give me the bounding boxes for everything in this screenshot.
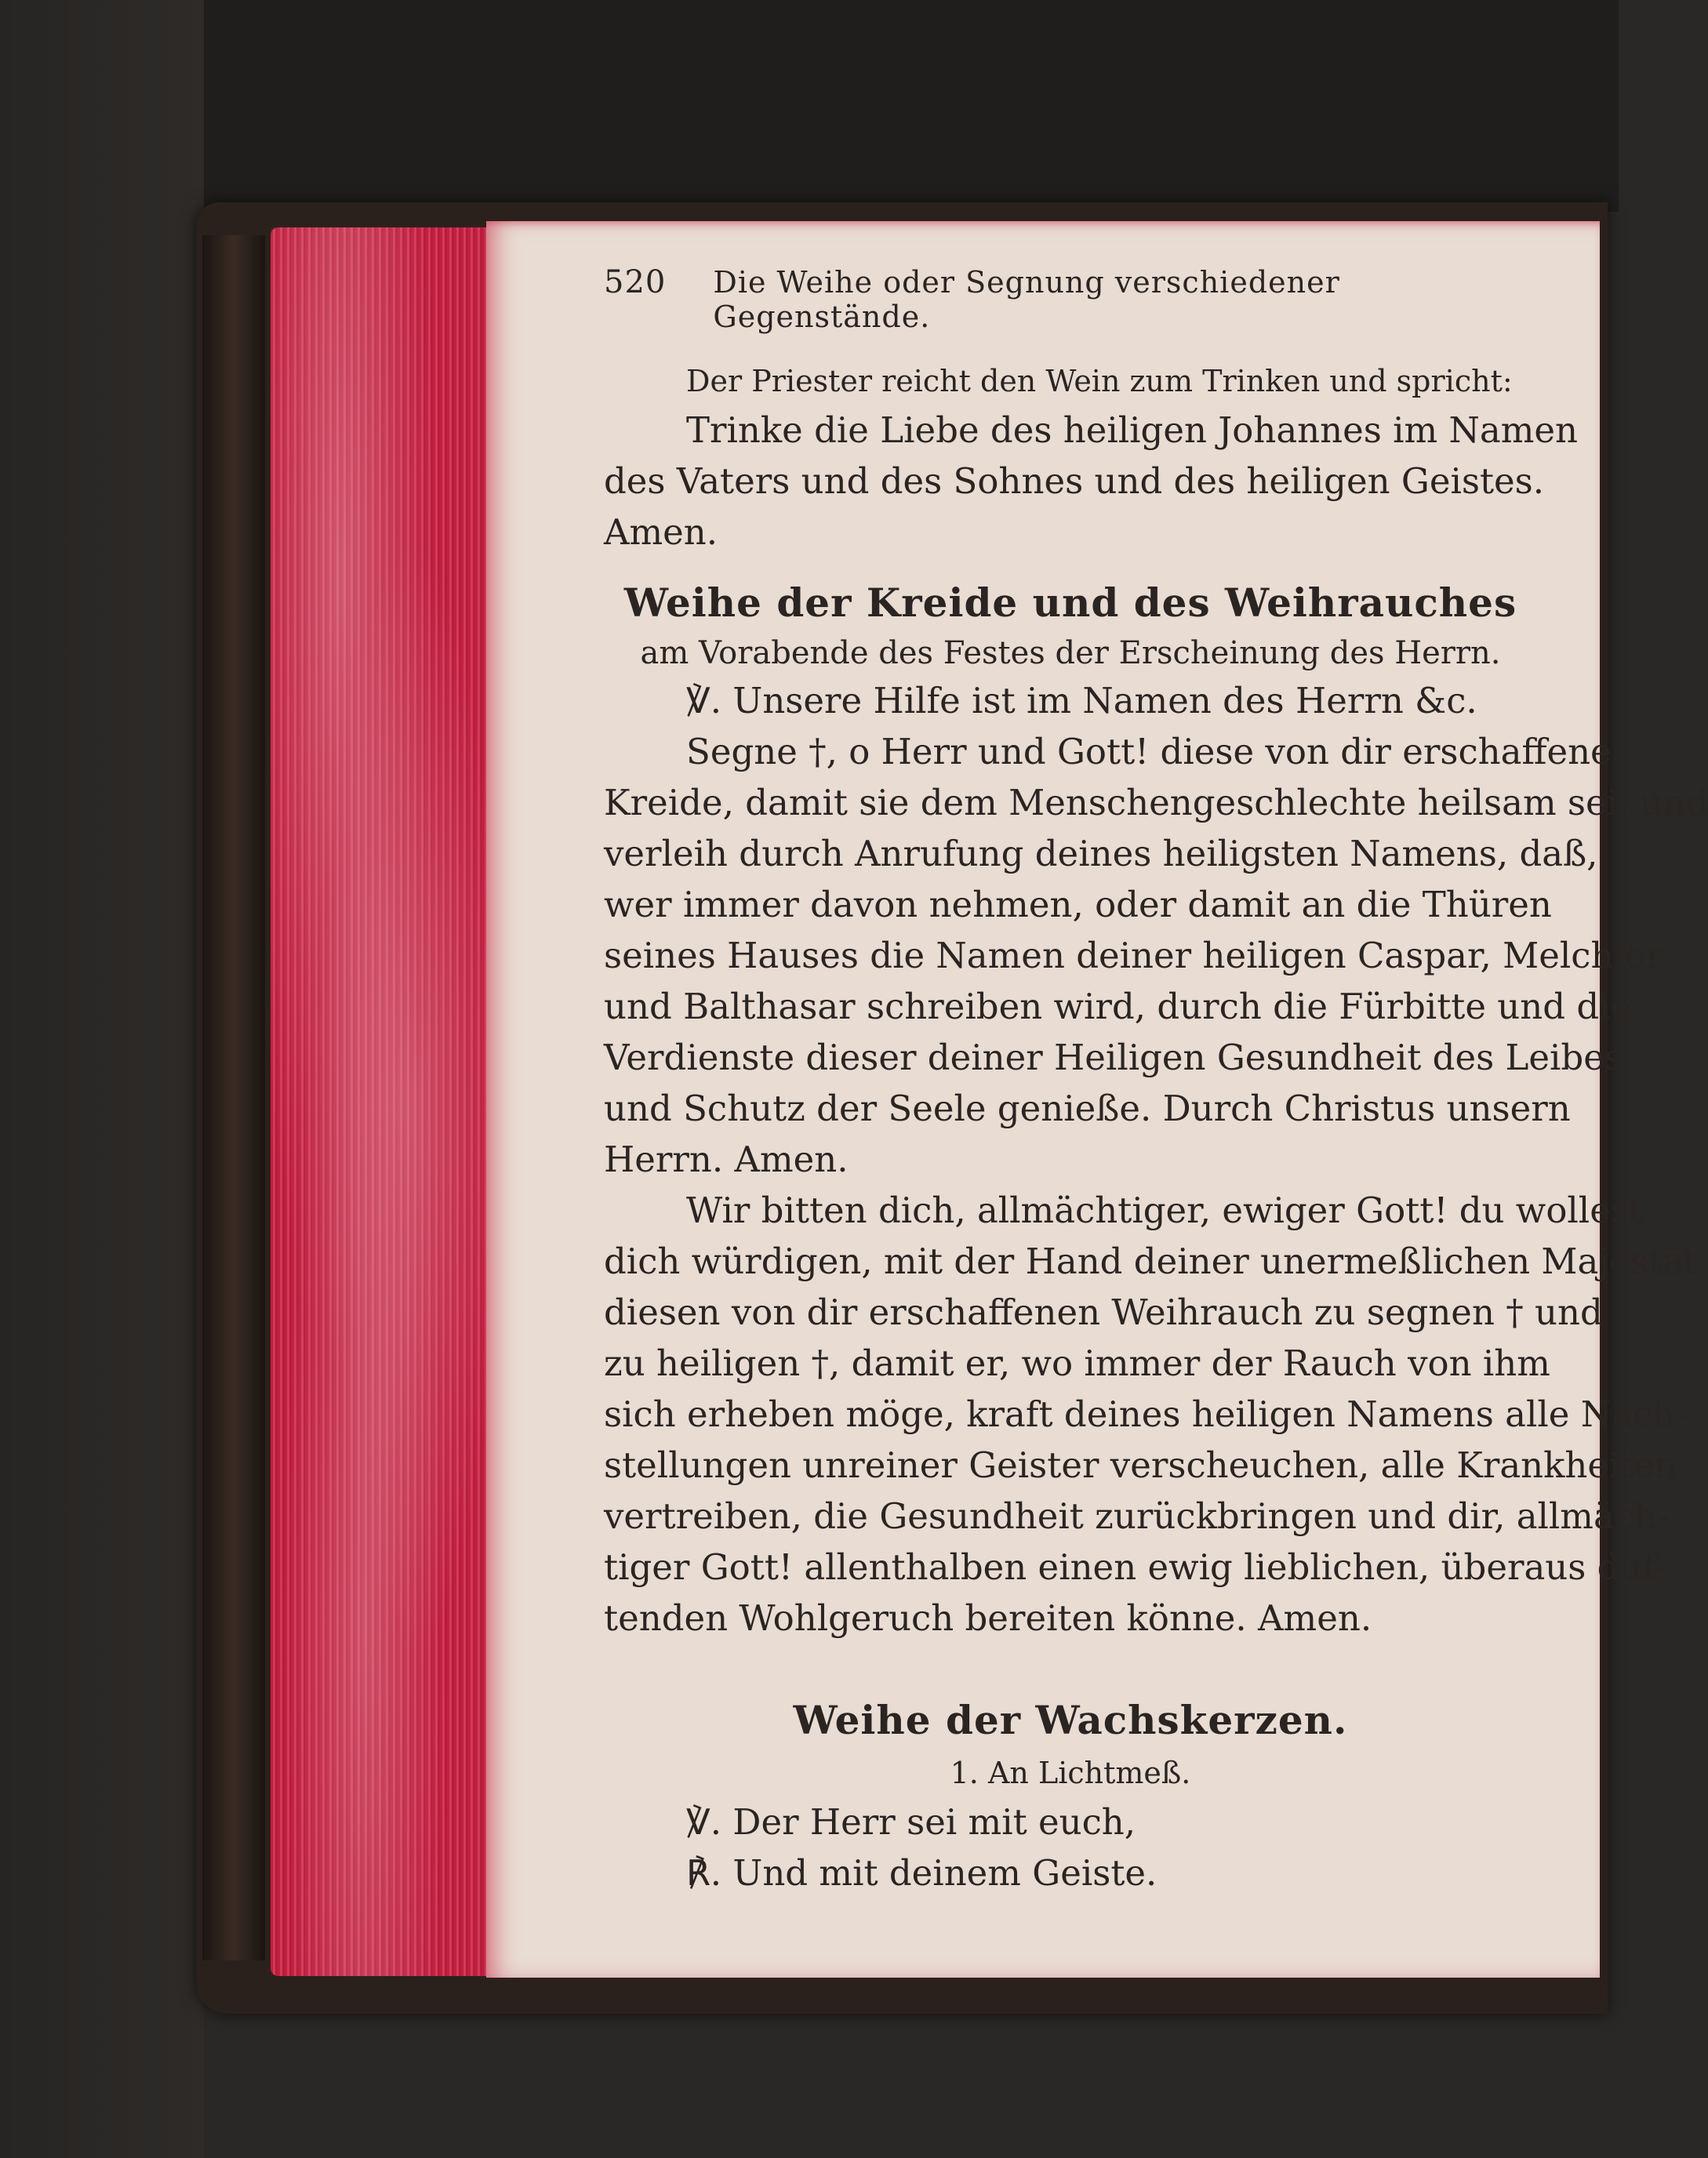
text-line: dich würdigen, mit der Hand deiner unermeßlichen Majestät (604, 1241, 1698, 1282)
running-header (604, 264, 1537, 334)
text-line: Kreide, damit sie dem Menschengeschlechte heilsam sei, und (604, 782, 1708, 823)
text-line: vertreiben, die Gesundheit zurückbringen und dir, allmäch- (604, 1495, 1670, 1537)
page-text (604, 264, 1708, 1898)
book-spine (202, 235, 265, 1960)
text-line: zu heiligen †, damit er, wo immer der Rauch von ihm (604, 1342, 1550, 1384)
red-page-edges (271, 227, 506, 1976)
text-line: wer immer davon nehmen, oder damit an die Thüren (604, 884, 1552, 925)
text-line: Amen. (604, 511, 718, 553)
text-line: des Vaters und des Sohnes und des heiligen Geistes. (604, 460, 1545, 502)
section-heading: Weihe der Wachskerzen. (793, 1697, 1348, 1743)
text-line: Verdienste dieser deiner Heiligen Gesundheit des Leibes (604, 1037, 1623, 1078)
book-page (486, 221, 1708, 1978)
background-left (0, 0, 204, 2158)
section-subheading: 1. An Lichtmeß. (950, 1756, 1191, 1790)
section-subheading: am Vorabende des Festes der Erscheinung des Herrn. (640, 635, 1501, 671)
running-title: Die Weihe oder Segnung verschiedener Gegenstände. (713, 265, 1340, 334)
text-line: sich erheben möge, kraft deines heiligen Namens alle Nach- (604, 1393, 1688, 1435)
text-line: und Balthasar schreiben wird, durch die Fürbitte und die (604, 986, 1632, 1027)
versicle: ℣. Unsere Hilfe ist im Namen des Herrn &c. (686, 680, 1477, 721)
text-line: diesen von dir erschaffenen Weihrauch zu segnen † und (604, 1292, 1603, 1333)
text-line: seines Hauses die Namen deiner heiligen Caspar, Melchior (604, 935, 1663, 976)
versicle: ℣. Der Herr sei mit euch, (686, 1801, 1136, 1843)
text-line: Wir bitten dich, allmächtiger, ewiger Gott! du wollest (686, 1190, 1644, 1231)
text-line: Segne †, o Herr und Gott! diese von dir erschaffene (686, 731, 1612, 772)
background-top (0, 0, 1619, 212)
text-line: tenden Wohlgeruch bereiten könne. Amen. (604, 1597, 1372, 1639)
text-line: verleih durch Anrufung deines heiligsten Namens, daß, (604, 833, 1598, 874)
text-line: stellungen unreiner Geister verscheuchen, alle Krankheiten (604, 1444, 1678, 1486)
response: ℟. Und mit deinem Geiste. (686, 1852, 1157, 1894)
section-heading: Weihe der Kreide und des Weihrauches (623, 579, 1517, 626)
text-line: tiger Gott! allenthalben einen ewig lieblichen, überaus duf- (604, 1546, 1666, 1588)
text-line: Trinke die Liebe des heiligen Johannes im Namen (686, 409, 1579, 451)
instruction: Der Priester reicht den Wein zum Trinken und spricht: (686, 364, 1513, 398)
text-line: Herrn. Amen. (604, 1139, 849, 1180)
page-number: 520 (604, 264, 667, 300)
text-line: und Schutz der Seele genieße. Durch Christus unsern (604, 1088, 1571, 1129)
